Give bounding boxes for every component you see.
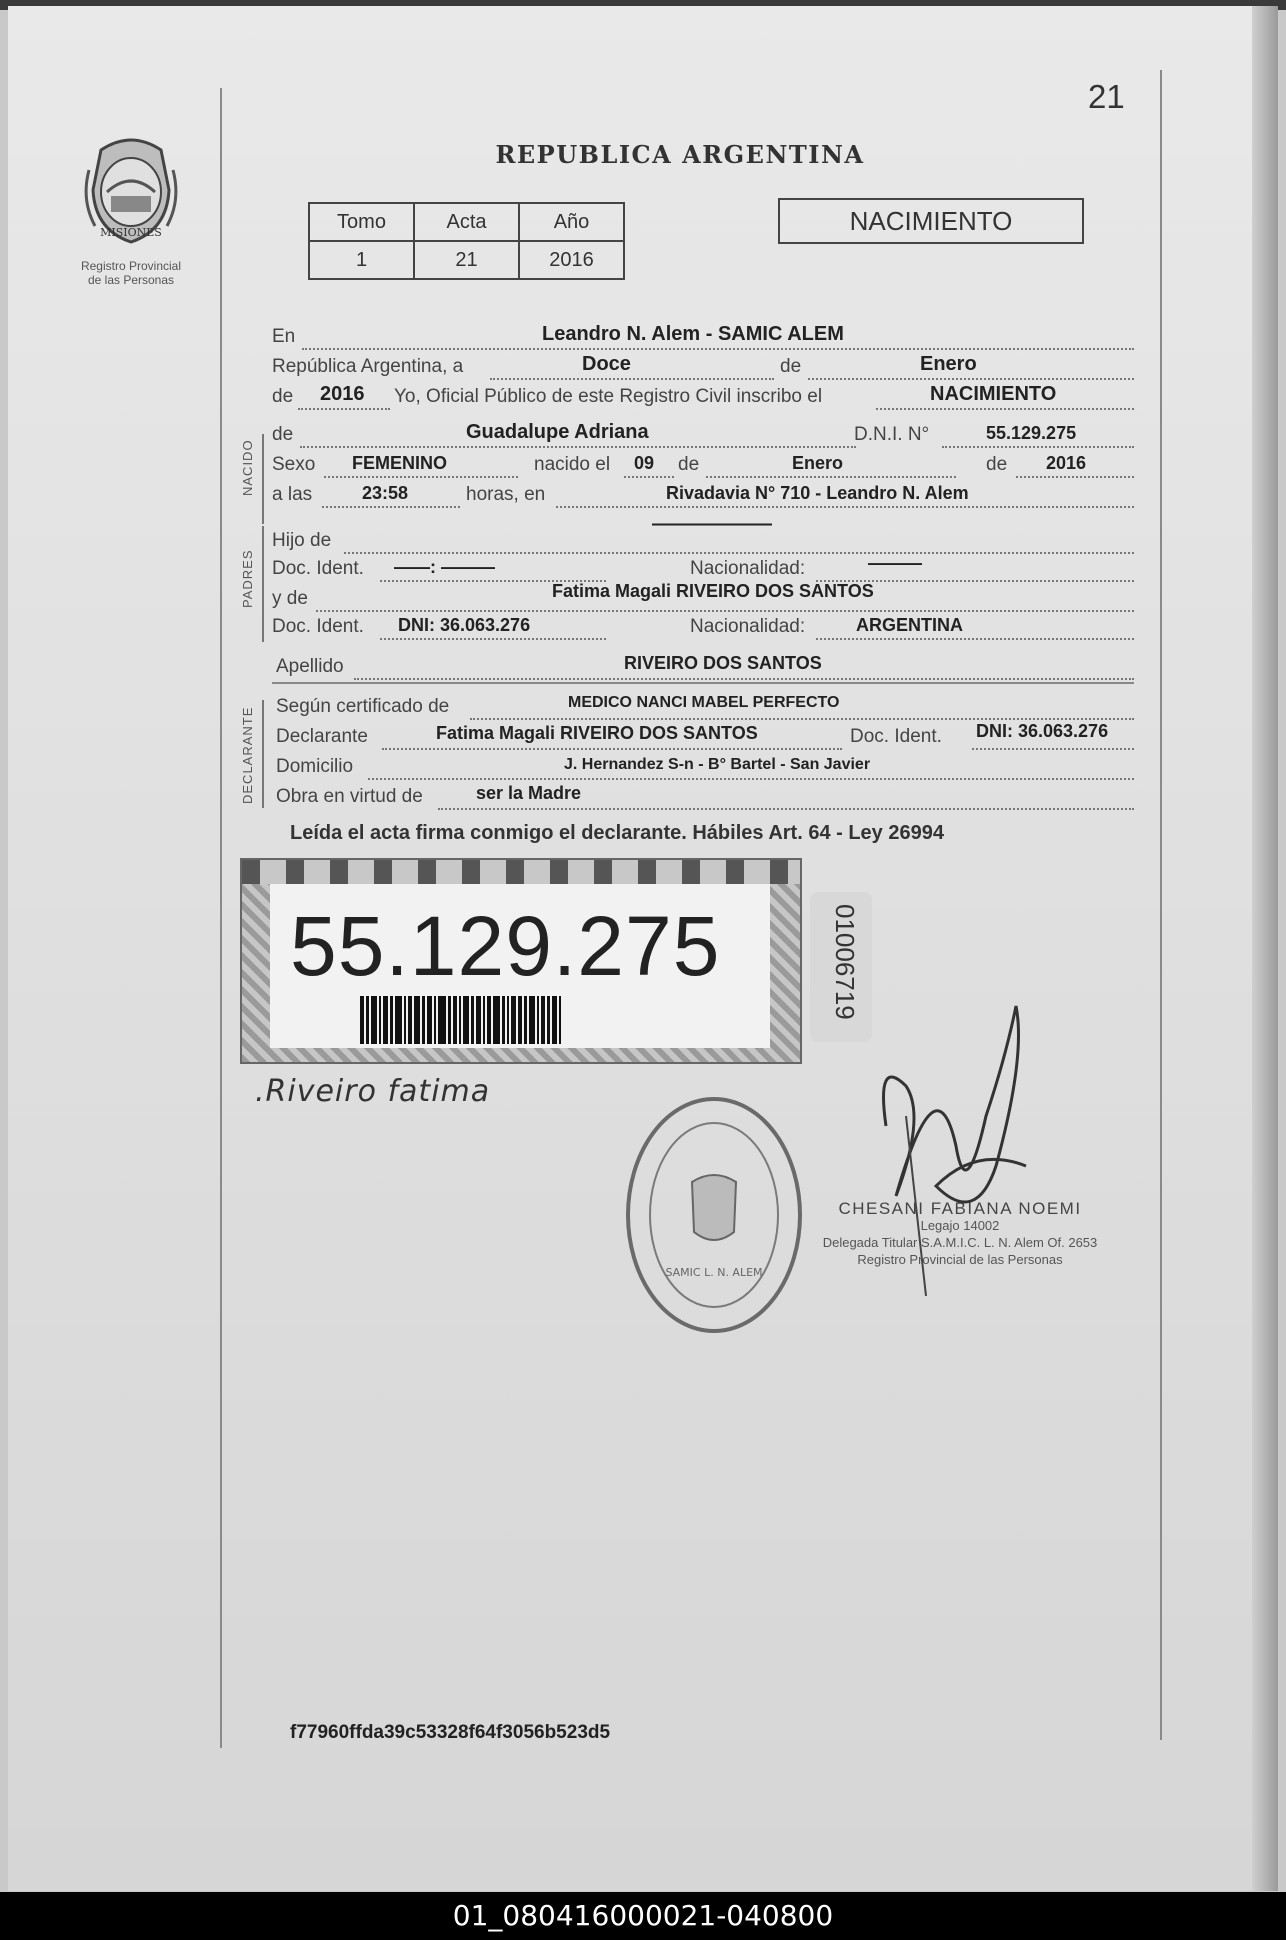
tag-number: 01006719	[830, 904, 860, 1020]
day-word-value: Doce	[582, 353, 631, 375]
registry-header-row	[309, 203, 624, 241]
birth-month-value: Enero	[792, 453, 844, 473]
header-tomo: Tomo	[309, 203, 414, 241]
label-decl-doc: Doc. Ident.	[850, 726, 942, 747]
label-obra: Obra en virtud de	[276, 786, 423, 807]
label-yo: Yo, Oficial Público de este Registro Civil inscribo el	[394, 386, 823, 407]
place-value: Leandro N. Alem - SAMIC ALEM	[542, 323, 844, 345]
sticker-label	[270, 884, 770, 1048]
label-hijo-de: Hijo de	[272, 530, 332, 551]
official-legajo: Legajo 14002	[920, 1218, 1000, 1233]
father-value: ——————	[652, 513, 772, 535]
official-office: Registro Provincial de las Personas	[857, 1252, 1063, 1267]
label-certificado: Según certificado de	[276, 696, 450, 717]
certificate-value: MEDICO NANCI MABEL PERFECTO	[568, 694, 840, 711]
address-value: J. Hernandez S-n - B° Bartel - San Javier	[564, 756, 871, 773]
label-a-las: a las	[272, 484, 313, 505]
sex-value: FEMENINO	[352, 453, 448, 473]
label-nacido-el: nacido el	[534, 454, 611, 475]
svg-text:MISIONES: MISIONES	[100, 226, 162, 239]
row-mother	[272, 581, 1134, 614]
document-title: REPUBLICA ARGENTINA	[495, 140, 865, 169]
birth-year-value: 2016	[1046, 453, 1087, 473]
label-father-nat: Nacionalidad:	[690, 558, 806, 579]
right-margin-line	[1160, 70, 1162, 1740]
row-time-place	[272, 480, 1134, 510]
record-type-box: NACIMIENTO	[778, 198, 1084, 244]
mother-value: Fatima Magali RIVEIRO DOS SANTOS	[552, 581, 874, 601]
birth-day-value: 09	[634, 453, 655, 473]
dni-value: 55.129.275	[986, 423, 1077, 443]
label-declarante: Declarante	[276, 726, 368, 747]
id-sticker	[240, 858, 802, 1064]
declarant-value: Fatima Magali RIVEIRO DOS SANTOS	[436, 723, 758, 743]
side-label-nacido: NACIDO	[240, 439, 255, 496]
logo-caption: Registro Provincial de las Personas	[80, 259, 182, 287]
label-mother-nat: Nacionalidad:	[690, 616, 806, 637]
label-y-de: y de	[272, 588, 308, 609]
official-stamp-text	[780, 1200, 1140, 1268]
label-birth-de1: de	[678, 454, 700, 475]
row-surname	[272, 652, 1134, 682]
document-hash: f77960ffda39c53328f64f3056b523d5	[290, 1722, 611, 1743]
label-dni: D.N.I. N°	[854, 424, 930, 445]
control-tag	[810, 892, 872, 1042]
time-value: 23:58	[362, 483, 409, 503]
label-sexo: Sexo	[272, 454, 316, 475]
row-declarant	[272, 722, 1134, 752]
official-seal-icon	[622, 1092, 806, 1338]
handwritten-name: .Riveiro fatima	[255, 1074, 491, 1109]
birth-place-value: Rivadavia N° 710 - Leandro N. Alem	[666, 483, 969, 503]
registry-logo	[66, 130, 196, 290]
left-margin-line	[220, 88, 222, 1748]
sticker-number: 55.129.275	[290, 899, 721, 993]
row-father	[272, 513, 1134, 556]
name-value: Guadalupe Adriana	[466, 421, 649, 443]
page-edge-shadow	[1252, 6, 1278, 1891]
side-label-declarante: DECLARANTE	[240, 706, 255, 804]
mother-nat-value: ARGENTINA	[856, 615, 963, 635]
father-doc-value: ——: ———	[394, 557, 495, 577]
row-obra	[272, 782, 1134, 812]
ano-value: 2016	[519, 241, 624, 279]
official-role: Delegada Titular S.A.M.I.C. L. N. Alem Of. 2653	[822, 1235, 1098, 1250]
reading-note: Leída el acta firma conmigo el declarante. Hábiles Art. 64 - Ley 26994	[290, 822, 944, 844]
label-year-de: de	[272, 386, 294, 407]
label-en: En	[272, 326, 296, 347]
obra-value: ser la Madre	[476, 783, 582, 803]
header-acta: Acta	[414, 203, 519, 241]
label-mother-doc: Doc. Ident.	[272, 616, 364, 637]
year-value: 2016	[320, 383, 365, 405]
row-year	[272, 382, 1134, 412]
row-certificate	[272, 692, 1134, 722]
month-value: Enero	[920, 353, 977, 375]
side-label-padres: PADRES	[240, 549, 255, 608]
header-ano: Año	[519, 203, 624, 241]
registry-table	[308, 202, 625, 280]
label-apellido: Apellido	[276, 656, 344, 677]
svg-text:SAMIC L. N. ALEM: SAMIC L. N. ALEM	[665, 1266, 763, 1279]
row-sex-birth	[272, 450, 1134, 480]
sticker-pattern	[242, 860, 800, 884]
acta-value: 21	[414, 241, 519, 279]
row-date-words	[272, 352, 1134, 382]
barcode-icon	[360, 996, 700, 1044]
label-father-doc: Doc. Ident.	[272, 558, 364, 579]
label-horas: horas, en	[466, 484, 546, 505]
surname-value: RIVEIRO DOS SANTOS	[624, 653, 822, 673]
page-number: 21	[1088, 78, 1125, 115]
row-name	[272, 420, 1134, 450]
mother-doc-value: DNI: 36.063.276	[398, 615, 531, 635]
registry-value-row	[309, 241, 624, 279]
label-nacido-de: de	[272, 424, 294, 445]
label-de: de	[780, 356, 802, 377]
official-name: CHESANI FABIANA NOEMI	[838, 1199, 1082, 1218]
label-domicilio: Domicilio	[276, 756, 354, 777]
father-nat-value: ———	[868, 553, 922, 573]
row-mother-doc	[272, 612, 1134, 642]
declarant-doc-value: DNI: 36.063.276	[976, 721, 1109, 741]
tomo-value: 1	[309, 241, 414, 279]
label-birth-de2: de	[986, 454, 1008, 475]
provincial-emblem-icon	[81, 130, 181, 250]
row-address	[272, 752, 1134, 782]
label-republica: República Argentina, a	[272, 356, 464, 377]
row-place	[272, 322, 1134, 352]
footer-id-bar: 01_080416000021-040800	[0, 1892, 1286, 1940]
inscribo-value: NACIMIENTO	[930, 383, 1057, 405]
row-father-doc	[272, 554, 1134, 584]
